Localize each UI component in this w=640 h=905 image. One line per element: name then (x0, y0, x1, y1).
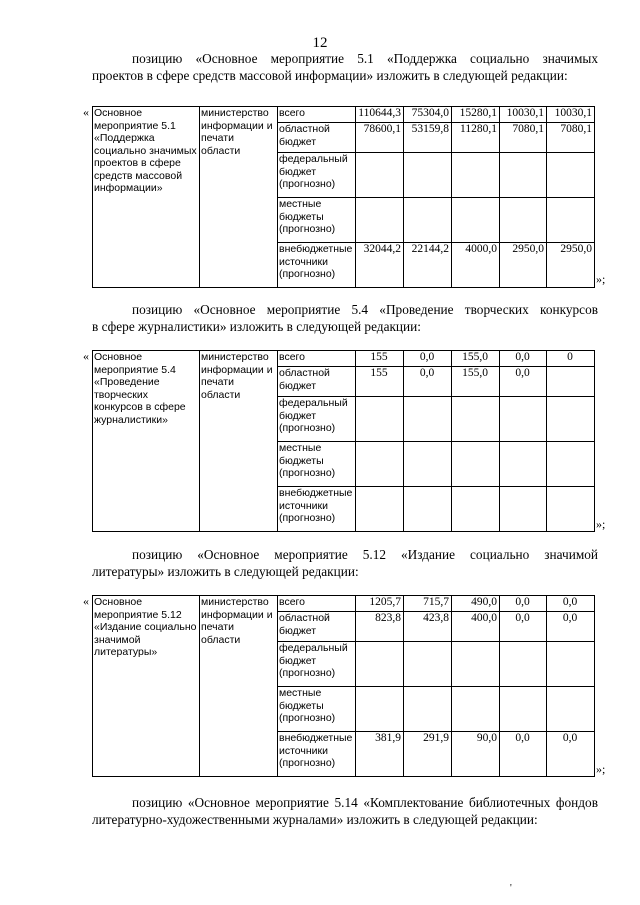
value-cell: 10030,1 (500, 107, 547, 123)
open-quote: « (83, 594, 89, 608)
corner-mark: ' (510, 883, 512, 894)
source-cell: федеральный бюджет (прогнозно) (278, 642, 356, 687)
activity-cell: Основное мероприятие 5.1 «Поддержка социально значимых проектов в сфере средств массовой информации» (93, 107, 200, 288)
value-cell (500, 153, 547, 198)
value-cell (500, 397, 547, 442)
value-cell: 110644,3 (356, 107, 404, 123)
executor-cell: министерство информации и печати области (200, 351, 278, 532)
intro-line: позицию «Основное мероприятие 5.12 «Издание социально значимой (132, 547, 598, 562)
value-cell: 22144,2 (404, 243, 452, 288)
value-cell (452, 153, 500, 198)
value-cell (500, 687, 547, 732)
intro-line: позицию «Основное мероприятие 5.1 «Поддержка социально значимых (132, 51, 598, 66)
value-cell (500, 487, 547, 532)
value-cell: 823,8 (356, 612, 404, 642)
value-cell (547, 397, 595, 442)
value-cell (356, 397, 404, 442)
section-3-intro (92, 546, 598, 580)
value-cell (404, 487, 452, 532)
close-quote: »; (596, 517, 606, 531)
value-cell: 7080,1 (547, 123, 595, 153)
value-cell (404, 687, 452, 732)
value-cell: 0,0 (500, 351, 547, 367)
section-1-intro (92, 50, 598, 84)
value-cell: 0,0 (500, 596, 547, 612)
intro-line: проектов в сфере средств массовой информации» изложить в следующей редакции: (92, 68, 568, 83)
value-cell (452, 397, 500, 442)
section-2-intro (92, 301, 598, 335)
activity-cell: Основное мероприятие 5.12 «Издание социально значимой литературы» (93, 596, 200, 777)
value-cell: 2950,0 (500, 243, 547, 288)
value-cell: 4000,0 (452, 243, 500, 288)
value-cell: 1205,7 (356, 596, 404, 612)
value-cell (547, 687, 595, 732)
value-cell (547, 487, 595, 532)
value-cell (452, 487, 500, 532)
value-cell: 32044,2 (356, 243, 404, 288)
value-cell (356, 442, 404, 487)
value-cell (452, 198, 500, 243)
value-cell (500, 442, 547, 487)
value-cell (404, 397, 452, 442)
value-cell: 0,0 (404, 351, 452, 367)
value-cell (356, 487, 404, 532)
value-cell (404, 198, 452, 243)
value-cell: 11280,1 (452, 123, 500, 153)
source-cell: областной бюджет (278, 123, 356, 153)
close-quote: »; (596, 762, 606, 776)
intro-line: в сфере журналистики» изложить в следующей редакции: (92, 319, 421, 334)
value-cell: 155 (356, 351, 404, 367)
source-cell: всего (278, 107, 356, 123)
value-cell: 381,9 (356, 732, 404, 777)
value-cell: 490,0 (452, 596, 500, 612)
value-cell (356, 153, 404, 198)
value-cell: 10030,1 (547, 107, 595, 123)
value-cell: 90,0 (452, 732, 500, 777)
value-cell: 0,0 (500, 367, 547, 397)
value-cell: 423,8 (404, 612, 452, 642)
value-cell (500, 642, 547, 687)
intro-line: литературно-художественными журналами» изложить в следующей редакции: (92, 812, 538, 827)
source-cell: внебюджетные источники (прогнозно) (278, 732, 356, 777)
value-cell (356, 198, 404, 243)
page-number: 12 (312, 35, 328, 51)
section-2-table (92, 350, 595, 532)
value-cell: 155,0 (452, 351, 500, 367)
value-cell (452, 642, 500, 687)
value-cell: 715,7 (404, 596, 452, 612)
value-cell (547, 198, 595, 243)
source-cell: всего (278, 351, 356, 367)
value-cell: 0,0 (500, 612, 547, 642)
value-cell (547, 367, 595, 397)
value-cell: 0,0 (404, 367, 452, 397)
value-cell: 0,0 (547, 612, 595, 642)
source-cell: федеральный бюджет (прогнозно) (278, 153, 356, 198)
value-cell: 75304,0 (404, 107, 452, 123)
value-cell: 0,0 (547, 732, 595, 777)
source-cell: федеральный бюджет (прогнозно) (278, 397, 356, 442)
activity-cell: Основное мероприятие 5.4 «Проведение творческих конкурсов в сфере журналистики» (93, 351, 200, 532)
close-quote: »; (596, 272, 606, 286)
value-cell (452, 442, 500, 487)
value-cell: 400,0 (452, 612, 500, 642)
value-cell (547, 642, 595, 687)
section-1-table (92, 106, 595, 288)
source-cell: всего (278, 596, 356, 612)
source-cell: областной бюджет (278, 367, 356, 397)
executor-cell: министерство информации и печати области (200, 596, 278, 777)
source-cell: местные бюджеты (прогнозно) (278, 442, 356, 487)
value-cell: 0,0 (547, 596, 595, 612)
open-quote: « (83, 105, 89, 119)
executor-cell: министерство информации и печати области (200, 107, 278, 288)
value-cell (404, 442, 452, 487)
value-cell: 155,0 (452, 367, 500, 397)
value-cell: 0,0 (500, 732, 547, 777)
intro-line: литературы» изложить в следующей редакции: (92, 564, 359, 579)
value-cell (452, 687, 500, 732)
value-cell (404, 642, 452, 687)
value-cell (547, 153, 595, 198)
source-cell: внебюджетные источники (прогнозно) (278, 243, 356, 288)
value-cell: 7080,1 (500, 123, 547, 153)
value-cell (500, 198, 547, 243)
value-cell: 291,9 (404, 732, 452, 777)
source-cell: областной бюджет (278, 612, 356, 642)
final-paragraph (92, 794, 598, 828)
value-cell (356, 687, 404, 732)
value-cell (356, 642, 404, 687)
source-cell: местные бюджеты (прогнозно) (278, 687, 356, 732)
section-3-table (92, 595, 595, 777)
value-cell: 0 (547, 351, 595, 367)
value-cell: 15280,1 (452, 107, 500, 123)
source-cell: внебюджетные источники (прогнозно) (278, 487, 356, 532)
value-cell: 2950,0 (547, 243, 595, 288)
open-quote: « (83, 349, 89, 363)
value-cell (547, 442, 595, 487)
intro-line: позицию «Основное мероприятие 5.14 «Комплектование библиотечных фондов (132, 795, 598, 810)
value-cell (404, 153, 452, 198)
intro-line: позицию «Основное мероприятие 5.4 «Проведение творческих конкурсов (132, 302, 598, 317)
value-cell: 53159,8 (404, 123, 452, 153)
value-cell: 78600,1 (356, 123, 404, 153)
source-cell: местные бюджеты (прогнозно) (278, 198, 356, 243)
value-cell: 155 (356, 367, 404, 397)
